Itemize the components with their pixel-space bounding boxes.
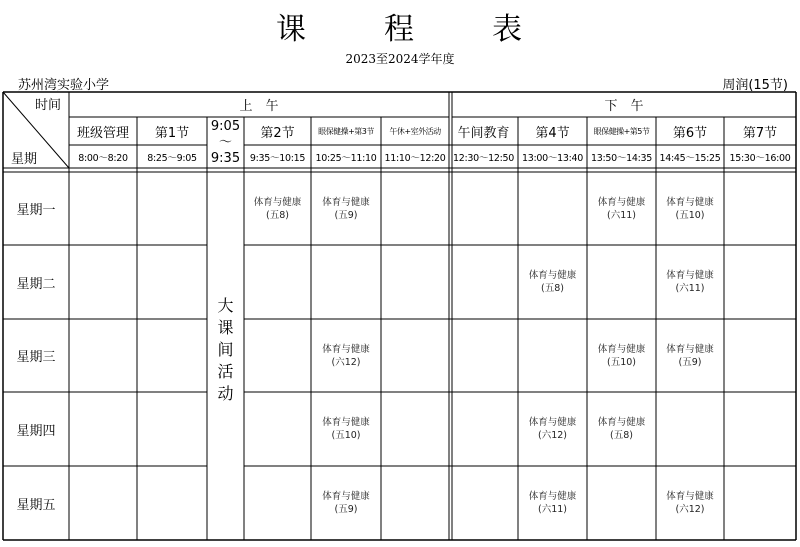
column-time: 14:45～15:25 [659, 152, 721, 164]
course-name: 体育与健康 [597, 417, 646, 428]
column-header: 第1节 [154, 125, 190, 141]
column-header: 眼保健操+第5节 [593, 126, 650, 136]
class-code: (六11) [606, 209, 636, 221]
column-header: 眼保健操+第3节 [318, 126, 374, 136]
course-name: 体育与健康 [322, 343, 370, 355]
class-code: (六11) [537, 504, 567, 515]
break-activity-char: 动 [217, 384, 234, 403]
title-char: 课 [276, 12, 308, 47]
column-time: 11:10～12:20 [384, 152, 446, 164]
course-cell [518, 245, 587, 319]
course-name: 体育与健康 [253, 196, 302, 208]
course-cell [311, 392, 381, 466]
column-header: 第7节 [742, 125, 778, 141]
column-header: 第2节 [260, 125, 295, 141]
course-name: 体育与健康 [322, 196, 370, 208]
course-cell [587, 319, 656, 392]
course-cell [587, 172, 656, 245]
corner-time-label: 时间 [34, 98, 61, 113]
class-code: (六11) [675, 283, 705, 294]
course-name: 体育与健康 [528, 270, 577, 281]
column-header: 第4节 [535, 125, 570, 141]
course-cell [244, 172, 311, 245]
course-name: 体育与健康 [322, 417, 370, 428]
break-time [207, 119, 244, 167]
course-name: 体育与健康 [666, 343, 714, 355]
column-header: 午间教育 [457, 125, 510, 141]
class-code: (五8) [541, 283, 564, 294]
break-time-part: 9:05 [210, 119, 241, 134]
course-name: 体育与健康 [666, 196, 714, 208]
break-activity-char: 间 [217, 340, 234, 359]
column-time: 9:35～10:15 [249, 152, 306, 164]
day-label: 星期四 [16, 423, 56, 439]
course-cell [656, 319, 724, 392]
class-code: (五9) [334, 209, 358, 221]
day-label: 星期一 [16, 203, 56, 218]
course-name: 体育与健康 [666, 270, 714, 281]
course-name: 体育与健康 [666, 491, 714, 502]
teacher-name: 周润(15节) [722, 78, 788, 93]
column-header: 第6节 [672, 125, 708, 141]
course-cell [656, 172, 724, 245]
school-name: 苏州湾实验小学 [18, 78, 110, 93]
course-cell [311, 172, 381, 245]
class-code: (五8) [610, 430, 633, 441]
course-cell [518, 466, 587, 540]
course-name: 体育与健康 [597, 343, 646, 355]
break-activity-char: 大 [217, 296, 234, 315]
morning-header: 上 午 [239, 99, 279, 114]
day-label: 星期二 [16, 276, 56, 292]
title-char: 程 [384, 12, 416, 47]
afternoon-header: 下 午 [604, 99, 644, 114]
column-time: 13:50～14:35 [591, 152, 652, 164]
break-time-part: 9:35 [210, 151, 241, 166]
column-time: 8:00～8:20 [78, 152, 128, 164]
class-code: (五9) [678, 356, 702, 368]
column-header: 班级管理 [76, 125, 129, 141]
column-time: 10:25～11:10 [315, 152, 377, 164]
column-time: 12:30～12:50 [453, 152, 514, 164]
class-code: (五9) [334, 504, 358, 515]
class-code: (六12) [537, 430, 567, 441]
column-time: 8:25～9:05 [147, 152, 197, 164]
class-code: (六12) [675, 504, 705, 515]
column-time: 15:30～16:00 [729, 152, 791, 164]
class-code: (六12) [331, 356, 361, 368]
academic-year: 2023至2024学年度 [345, 52, 455, 66]
column-header: 午休+室外活动 [389, 126, 441, 136]
course-cell [311, 466, 381, 540]
class-code: (五10) [675, 209, 705, 221]
course-cell [656, 245, 724, 319]
course-name: 体育与健康 [528, 417, 577, 428]
break-activity-char: 活 [217, 362, 234, 381]
break-activity-char: 课 [217, 318, 234, 337]
class-code: (五10) [331, 430, 361, 441]
course-cell [587, 392, 656, 466]
course-cell [518, 392, 587, 466]
title-char: 表 [492, 12, 524, 47]
class-code: (五8) [266, 209, 289, 221]
course-name: 体育与健康 [597, 196, 646, 208]
course-name: 体育与健康 [322, 491, 370, 502]
break-time-part: ～ [218, 135, 232, 150]
corner-day-label: 星期 [10, 151, 37, 167]
course-name: 体育与健康 [528, 491, 577, 502]
class-code: (五10) [606, 356, 636, 368]
day-label: 星期五 [16, 497, 56, 513]
course-cell [311, 319, 381, 392]
break-activity [207, 295, 244, 405]
column-time: 13:00～13:40 [522, 152, 583, 164]
course-cell [656, 466, 724, 540]
day-label: 星期三 [16, 350, 56, 365]
